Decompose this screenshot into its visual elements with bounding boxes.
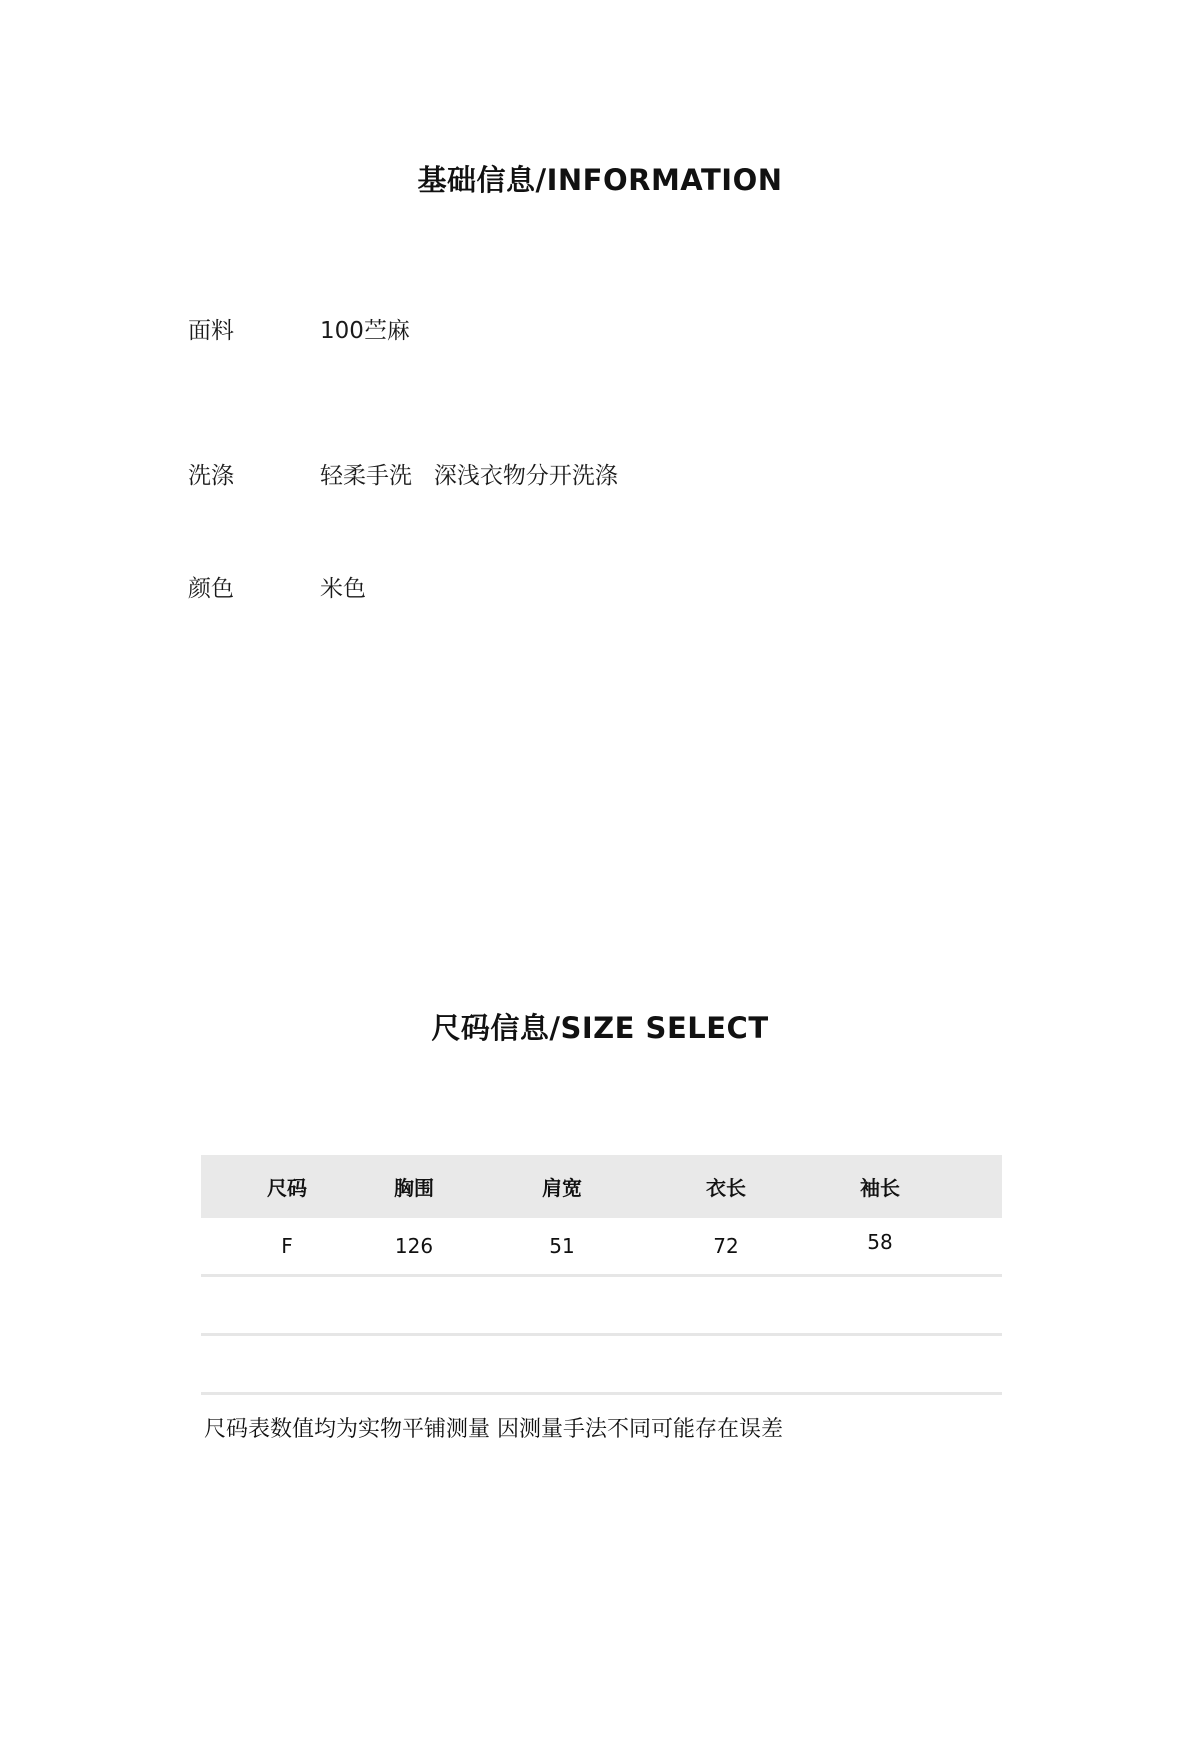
information-section-title: 基础信息/INFORMATION xyxy=(417,163,783,197)
header-size: 尺码 xyxy=(267,1176,307,1200)
size-section-title: 尺码信息/SIZE SELECT xyxy=(431,1011,769,1045)
size-table xyxy=(201,1155,1002,1395)
cell-size: F xyxy=(281,1234,293,1258)
cell-length xyxy=(666,1336,786,1392)
fabric-label: 面料 xyxy=(188,317,234,344)
info-row-washing xyxy=(188,457,618,489)
cell-chest: 126 xyxy=(394,1234,434,1258)
cell-length: 72 xyxy=(713,1234,739,1258)
table-row xyxy=(201,1218,1002,1277)
info-row-fabric xyxy=(188,312,410,344)
cell-sleeve: 58 xyxy=(867,1230,893,1254)
cell-chest xyxy=(354,1277,474,1333)
cell-sleeve xyxy=(820,1336,940,1392)
color-value: 米色 xyxy=(320,575,366,602)
header-length: 衣长 xyxy=(706,1176,746,1200)
cell-shoulder: 51 xyxy=(549,1234,575,1258)
cell-chest xyxy=(354,1336,474,1392)
header-sleeve: 袖长 xyxy=(860,1176,900,1200)
header-shoulder: 肩宽 xyxy=(542,1176,582,1200)
header-chest: 胸围 xyxy=(394,1176,434,1200)
table-row xyxy=(201,1336,1002,1395)
info-row-color xyxy=(188,570,366,602)
cell-shoulder xyxy=(502,1277,622,1333)
cell-size xyxy=(227,1336,347,1392)
washing-value: 轻柔手洗 深浅衣物分开洗涤 xyxy=(320,462,618,489)
washing-label: 洗涤 xyxy=(188,462,234,489)
cell-sleeve xyxy=(820,1277,940,1333)
cell-length xyxy=(666,1277,786,1333)
cell-shoulder xyxy=(502,1336,622,1392)
size-table-header xyxy=(201,1155,1002,1218)
table-row xyxy=(201,1277,1002,1336)
color-label: 颜色 xyxy=(188,575,234,602)
fabric-value: 100苎麻 xyxy=(320,317,410,344)
cell-size xyxy=(227,1277,347,1333)
size-note: 尺码表数值均为实物平铺测量 因测量手法不同可能存在误差 xyxy=(204,1417,783,1442)
